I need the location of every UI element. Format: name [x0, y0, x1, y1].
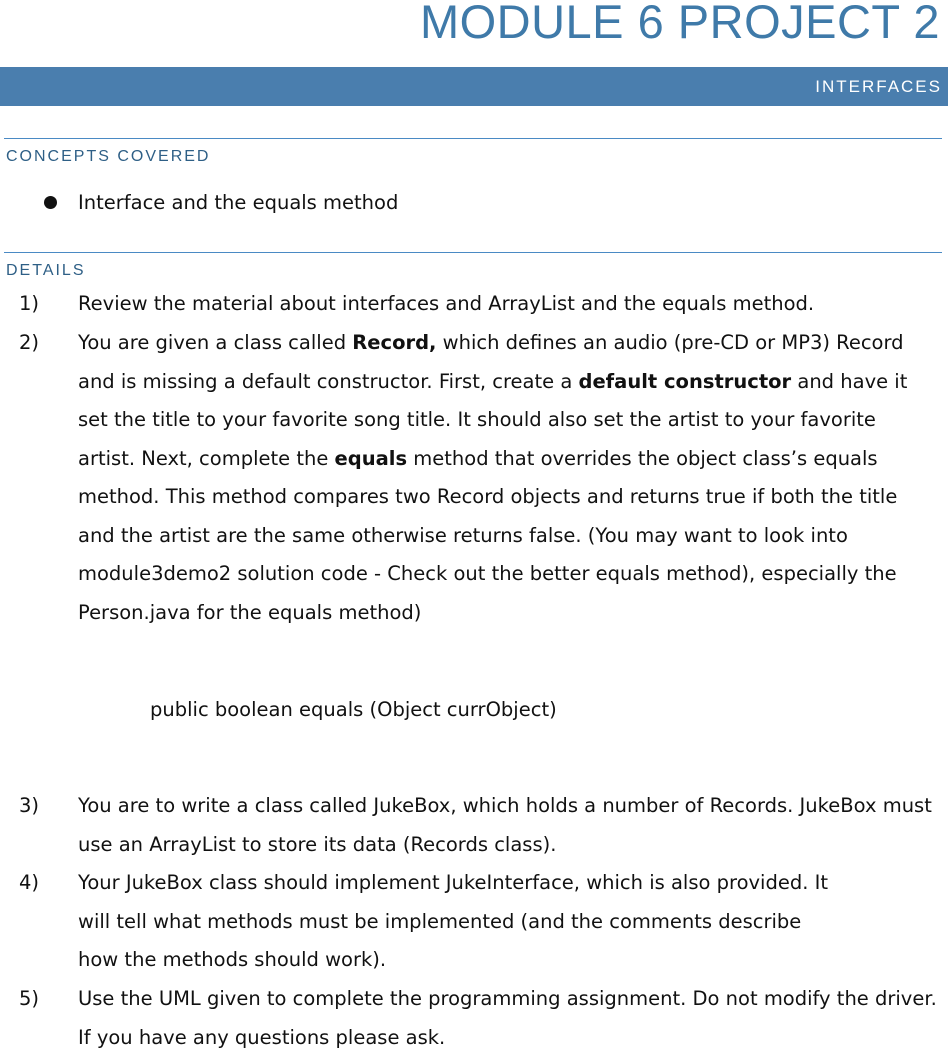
item-text	[78, 324, 923, 632]
concept-bullet-text: Interface and the equals method	[78, 191, 399, 214]
item-text-segment: and have it set the title to your favorite song title. It should also set the artist to your favorite artist. Next, complete the	[78, 369, 908, 470]
page-title: MODULE 6 PROJECT 2	[419, 0, 940, 48]
code-signature: public boolean equals (Object currObject)	[150, 698, 557, 721]
record-class-name: Record,	[352, 331, 437, 354]
item-text: Review the material about interfaces and ArrayList and the equals method.	[78, 292, 815, 315]
item-number: 2)	[19, 331, 40, 354]
item-number: 4)	[19, 871, 40, 894]
equals-term: equals	[334, 446, 408, 470]
default-constructor-term: default constructor	[578, 369, 792, 393]
bullet-icon	[44, 196, 57, 209]
details-heading: DETAILS	[6, 262, 86, 279]
item-text: Use the UML given to complete the programming assignment. Do not modify the driver. If you have any questions please ask.	[78, 987, 937, 1049]
item-text: Your JukeBox class should implement JukeInterface, which is also provided. It will tell what methods must be implemented (and the comments describe how the methods should work).	[78, 871, 829, 971]
header-band	[0, 67, 948, 106]
item-number: 5)	[19, 987, 40, 1010]
item-number: 1)	[19, 292, 40, 315]
concepts-divider	[4, 138, 942, 139]
concepts-heading: CONCEPTS COVERED	[6, 148, 211, 165]
item-text-segment: method that overrides the object class’s equals method. This method compares two Record objects and returns true if both the title and the artist are the same otherwise returns false. (You may want to look into module3demo2 solution code - Check out the better equals method), especially the Person.java for the equals method)	[78, 446, 898, 624]
item-text-segment: which defines an audio (pre-CD or MP3) Record and is missing a default constructor. First, create a	[78, 331, 904, 393]
item-text-segment: You are given a class called	[78, 331, 353, 354]
item-text: You are to write a class called JukeBox, which holds a number of Records. JukeBox must use an ArrayList to store its data (Records class).	[78, 794, 932, 856]
details-divider	[4, 252, 942, 253]
band-label: INTERFACES	[815, 77, 942, 96]
item-number: 3)	[19, 794, 40, 817]
